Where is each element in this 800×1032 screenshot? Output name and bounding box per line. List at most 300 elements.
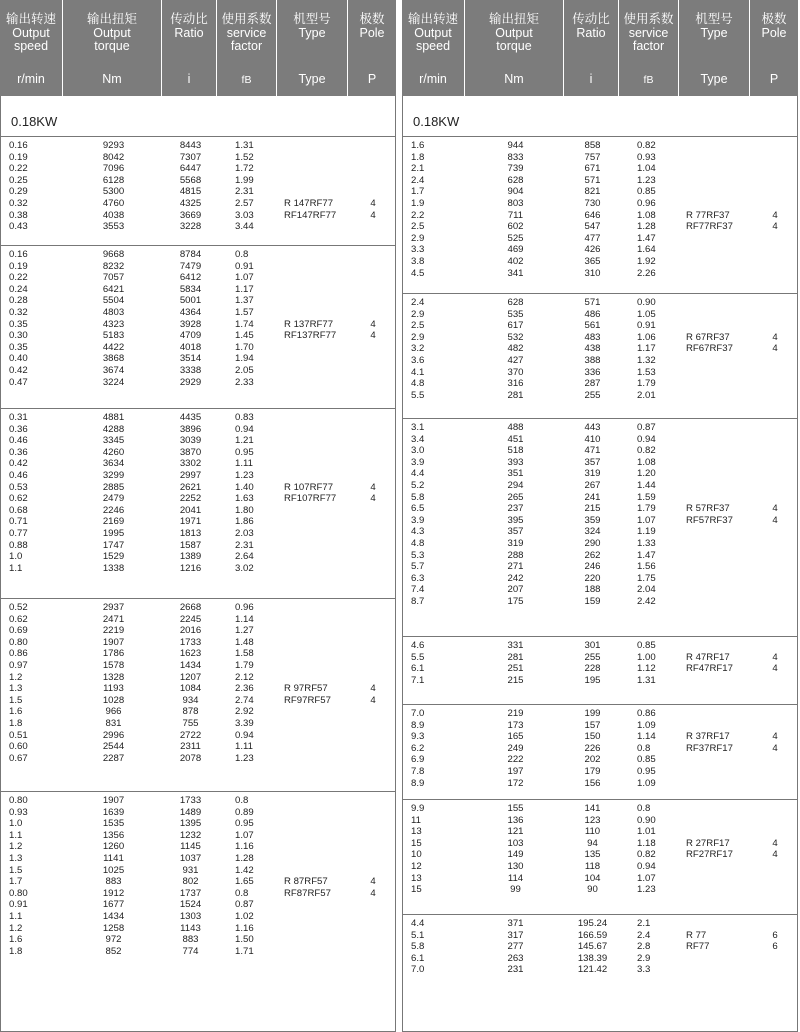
type-row [681,838,799,850]
factor-cell: 1.16 [235,922,254,934]
table-row [403,309,797,321]
type-cell: R 27RF17 [686,837,730,849]
speed-cell: 0.91 [9,899,28,911]
table-row [1,412,395,424]
table-row [403,233,797,245]
header-en: speed [13,39,49,53]
torque-cell: 197 [507,765,524,777]
speed-cell: 4.6 [411,640,425,651]
factor-cell: 1.52 [235,151,254,163]
type-row [681,849,799,861]
ratio-cell: 757 [584,151,601,163]
factor-cell: 1.06 [637,331,656,343]
speed-cell: 4.8 [411,537,425,549]
table-row [403,720,797,732]
factor-cell: 3.3 [637,964,651,976]
speed-cell: 7.0 [411,964,425,976]
torque-cell: 215 [507,674,524,686]
ratio-cell: 3039 [179,435,202,447]
header-zh: 机型号 [293,12,331,26]
ratio-cell: 2929 [179,376,202,388]
factor-cell: 1.14 [235,613,254,625]
header-cell [162,0,217,96]
speed-cell: 8.7 [411,595,425,607]
table-row [1,795,395,807]
ratio-cell: 1813 [179,527,202,539]
factor-cell: 0.8 [637,803,651,814]
factor-cell: 1.44 [637,479,656,491]
speed-cell: 5.8 [411,941,425,953]
ratio-cell: 202 [584,754,601,766]
table-row [403,918,797,930]
torque-cell: 852 [105,945,122,957]
factor-cell: 1.79 [235,659,254,671]
speed-cell: 15 [411,884,422,896]
speed-cell: 6.2 [411,742,425,754]
table-row [403,596,797,608]
header-zh: 输出扭矩 [86,12,137,26]
torque-cell: 4881 [102,412,125,423]
factor-cell: 2.57 [235,197,254,209]
table-row [1,365,395,377]
ratio-cell: 267 [584,479,601,491]
table-row [403,378,797,390]
ratio-cell: 220 [584,572,601,584]
factor-cell: 0.8 [235,249,249,260]
speed-cell: 4.5 [411,267,425,279]
ratio-cell: 290 [584,537,601,549]
left-column [0,0,396,1032]
power-label: 0.18KW [413,114,460,129]
type-cell: R 137RF77 [284,318,334,330]
type-cell: RF97RF57 [284,694,331,706]
ratio-cell: 934 [182,694,199,706]
speed-cell: 1.1 [9,910,23,922]
table-row [1,660,395,672]
speed-cell: 10 [411,849,422,861]
speed-cell: 4.8 [411,378,425,390]
torque-cell: 371 [507,918,524,929]
table-row [1,853,395,865]
torque-cell: 2937 [102,602,125,613]
right-column [402,0,798,1032]
header-cell [0,0,63,96]
speed-cell: 5.8 [411,491,425,503]
ratio-cell: 483 [584,331,601,343]
torque-cell: 1356 [102,829,125,841]
factor-cell: 1.07 [235,272,254,284]
table-row [1,163,395,175]
table-row [1,505,395,517]
torque-cell: 121 [507,826,524,838]
speed-cell: 2.9 [411,331,425,343]
table-row [1,295,395,307]
ratio-cell: 3228 [179,221,202,233]
torque-cell: 114 [507,872,524,884]
speed-cell: 7.0 [411,708,425,719]
table-row [403,573,797,585]
gear-group [403,799,797,914]
table-row [1,672,395,684]
factor-cell: 1.79 [637,503,656,515]
table-row [1,516,395,528]
pole-cell: 4 [772,849,778,861]
ratio-cell: 821 [584,186,601,198]
speed-cell: 0.32 [9,306,28,318]
speed-cell: 0.24 [9,283,28,295]
type-row [279,695,397,707]
torque-cell: 165 [507,731,524,743]
speed-cell: 9.9 [411,803,425,814]
speed-cell: 5.2 [411,479,425,491]
ratio-cell: 195.24 [577,918,608,929]
speed-cell: 6.5 [411,503,425,515]
factor-cell: 2.04 [637,584,656,596]
table-row [403,175,797,187]
factor-cell: 1.92 [637,255,656,267]
table-row [1,261,395,273]
ratio-cell: 858 [584,140,601,151]
speed-cell: 3.9 [411,514,425,526]
table-row [403,152,797,164]
speed-cell: 0.42 [9,458,28,470]
table-row [403,244,797,256]
torque-cell: 1912 [102,887,125,899]
torque-cell: 2246 [102,504,125,516]
type-cell: RF57RF37 [686,514,733,526]
factor-cell: 0.95 [637,765,656,777]
gear-group [403,914,797,991]
factor-cell: 1.27 [235,625,254,637]
header-cell [564,0,619,96]
factor-cell: 1.72 [235,163,254,175]
type-cell: R 87RF57 [284,876,328,888]
speed-cell: 0.51 [9,729,28,741]
factor-cell: 1.42 [235,864,254,876]
speed-cell: 0.29 [9,186,28,198]
factor-cell: 0.93 [637,151,656,163]
factor-cell: 2.31 [235,186,254,198]
factor-cell: 0.91 [235,260,254,272]
gear-group [403,136,797,293]
power-label: 0.18KW [11,114,58,129]
torque-cell: 427 [507,354,524,366]
table-row [403,390,797,402]
speed-cell: 0.46 [9,435,28,447]
torque-cell: 1328 [102,671,125,683]
ratio-cell: 123 [584,814,601,826]
torque-cell: 7057 [102,272,125,284]
factor-cell: 1.09 [637,777,656,789]
pole-cell: 4 [370,683,376,695]
speed-cell: 7.4 [411,584,425,596]
type-cell: R 147RF77 [284,198,334,209]
table-row [1,818,395,830]
header-en: factor [230,39,263,53]
ratio-cell: 426 [584,244,601,256]
table-row [1,447,395,459]
speed-cell: 1.8 [9,717,23,729]
header-cell [619,0,679,96]
speed-cell: 0.80 [9,636,28,648]
table-row [403,675,797,687]
factor-cell: 0.91 [637,320,656,332]
torque-cell: 2996 [102,729,125,741]
speed-cell: 0.19 [9,260,28,272]
factor-cell: 2.26 [637,267,656,279]
ratio-cell: 336 [584,366,601,378]
header-cell [63,0,162,96]
torque-cell: 966 [105,706,122,718]
ratio-cell: 287 [584,378,601,390]
torque-cell: 1995 [102,527,125,539]
torque-cell: 1028 [102,694,125,706]
ratio-cell: 241 [584,491,601,503]
pole-cell: 4 [772,731,778,743]
factor-cell: 3.39 [235,717,254,729]
speed-cell: 0.19 [9,151,28,163]
torque-cell: 883 [105,876,122,888]
torque-cell: 1639 [102,806,125,818]
factor-cell: 1.18 [637,837,656,849]
factor-cell: 2.4 [637,929,651,941]
table-row [403,468,797,480]
factor-cell: 0.90 [637,814,656,826]
header-en: Output [495,25,533,40]
factor-cell: 2.9 [637,952,651,964]
factor-cell: 1.07 [637,514,656,526]
pole-cell: 4 [370,887,376,899]
table-row [403,526,797,538]
torque-cell: 357 [507,526,524,538]
gear-group [1,408,395,598]
ratio-cell: 2668 [179,602,202,613]
factor-cell: 0.82 [637,445,656,457]
type-row [681,503,799,515]
table-row [1,186,395,198]
torque-cell: 535 [507,308,524,320]
gear-group [403,293,797,418]
table-row [1,307,395,319]
header-zh: 极数 [761,12,787,26]
type-cell: RF87RF57 [284,887,331,899]
speed-cell: 12 [411,860,422,872]
torque-cell: 9668 [102,249,125,260]
ratio-cell: 438 [584,343,601,355]
torque-cell: 4760 [102,197,125,209]
speed-cell: 0.93 [9,806,28,818]
speed-cell: 0.16 [9,140,28,151]
table-row [1,342,395,354]
ratio-cell: 2997 [179,469,202,481]
speed-cell: 3.2 [411,343,425,355]
torque-cell: 1578 [102,659,125,671]
torque-cell: 219 [507,708,524,719]
factor-cell: 1.04 [637,163,656,175]
type-row [681,221,799,233]
ratio-cell: 255 [584,651,601,663]
speed-cell: 1.0 [9,551,23,563]
header-symbol: Type [298,71,326,86]
type-cell: R 67RF37 [686,331,730,343]
table-row [403,826,797,838]
factor-cell: 1.17 [235,283,254,295]
header-symbol: fB [241,74,252,86]
header-en: service [628,25,669,40]
factor-cell: 2.01 [637,389,656,401]
factor-cell: 1.33 [637,537,656,549]
speed-cell: 15 [411,837,422,849]
table-row [1,865,395,877]
torque-cell: 4038 [102,209,125,221]
table-row [1,648,395,660]
torque-cell: 904 [507,186,524,198]
torque-cell: 9293 [102,140,125,151]
speed-cell: 1.2 [9,841,23,853]
table-row [1,458,395,470]
factor-cell: 2.8 [637,941,651,953]
speed-cell: 2.5 [411,320,425,332]
ratio-cell: 4435 [179,412,202,423]
torque-cell: 1677 [102,899,125,911]
torque-cell: 2544 [102,741,125,753]
speed-cell: 0.35 [9,341,28,353]
type-cell: RF67RF37 [686,343,733,355]
torque-cell: 294 [507,479,524,491]
torque-cell: 1434 [102,910,125,922]
factor-cell: 0.86 [637,708,656,719]
ratio-cell: 1232 [179,829,202,841]
factor-cell: 1.71 [235,945,254,957]
table-row [1,424,395,436]
type-cell: R 37RF17 [686,731,730,743]
torque-cell: 8232 [102,260,125,272]
ratio-cell: 228 [584,663,601,675]
speed-cell: 2.9 [411,232,425,244]
speed-cell: 3.6 [411,354,425,366]
factor-cell: 1.48 [235,636,254,648]
torque-cell: 617 [507,320,524,332]
header-en: factor [632,39,665,53]
ratio-cell: 2621 [179,481,202,493]
torque-cell: 482 [507,343,524,355]
factor-cell: 0.83 [235,412,254,423]
speed-cell: 0.46 [9,469,28,481]
header-en: speed [415,39,451,53]
header-en: torque [496,39,532,53]
ratio-cell: 121.42 [577,964,608,976]
factor-cell: 0.82 [637,849,656,861]
speed-cell: 1.5 [9,864,23,876]
speed-cell: 0.36 [9,423,28,435]
pole-cell: 4 [772,663,778,675]
torque-cell: 525 [507,232,524,244]
factor-cell: 2.36 [235,683,254,695]
ratio-cell: 471 [584,445,601,457]
torque-cell: 3674 [102,364,125,376]
table-row [403,367,797,379]
gear-group [1,245,395,408]
torque-cell: 1907 [102,636,125,648]
speed-cell: 0.25 [9,174,28,186]
type-row [681,210,799,222]
ratio-cell: 4709 [179,330,202,342]
gear-group [1,136,395,245]
torque-cell: 4260 [102,446,125,458]
type-row [681,652,799,664]
speed-cell: 0.22 [9,163,28,175]
pole-cell: 4 [370,198,376,209]
speed-cell: 3.1 [411,422,425,433]
ratio-cell: 7479 [179,260,202,272]
torque-cell: 5183 [102,330,125,342]
ratio-cell: 5001 [179,295,202,307]
torque-cell: 331 [507,640,524,651]
table-row [403,355,797,367]
torque-cell: 518 [507,445,524,457]
type-cell: RF77RF37 [686,221,733,233]
ratio-cell: 199 [584,708,601,719]
type-row [279,482,397,494]
table-row [403,492,797,504]
torque-cell: 249 [507,742,524,754]
torque-cell: 6421 [102,283,125,295]
factor-cell: 0.95 [235,446,254,458]
table-row [1,807,395,819]
torque-cell: 1258 [102,922,125,934]
factor-cell: 1.80 [235,504,254,516]
header-zh: 输出扭矩 [488,12,539,26]
header-symbol: fB [643,74,654,86]
header-symbol: r/min [17,71,45,86]
speed-cell: 0.47 [9,376,28,388]
speed-cell: 1.6 [411,140,425,151]
speed-cell: 3.9 [411,456,425,468]
speed-cell: 6.1 [411,663,425,675]
table-row [403,884,797,896]
speed-cell: 0.38 [9,209,28,221]
header-symbol: r/min [419,71,447,86]
speed-cell: 5.3 [411,549,425,561]
speed-cell: 1.5 [9,694,23,706]
torque-cell: 3224 [102,376,125,388]
factor-cell: 2.12 [235,671,254,683]
ratio-cell: 1737 [179,887,202,899]
torque-cell: 3299 [102,469,125,481]
factor-cell: 1.32 [637,354,656,366]
torque-cell: 451 [507,433,524,445]
ratio-cell: 6412 [179,272,202,284]
ratio-cell: 646 [584,209,601,221]
ratio-cell: 571 [584,297,601,308]
factor-cell: 1.16 [235,841,254,853]
speed-cell: 0.28 [9,295,28,307]
gear-group [403,636,797,704]
ratio-cell: 1489 [179,806,202,818]
type-cell: RF107RF77 [284,493,337,505]
speed-cell: 1.0 [9,818,23,830]
factor-cell: 2.05 [235,364,254,376]
speed-cell: 7.1 [411,674,425,686]
speed-cell: 0.40 [9,353,28,365]
speed-cell: 0.53 [9,481,28,493]
ratio-cell: 1395 [179,818,202,830]
torque-cell: 242 [507,572,524,584]
torque-cell: 2287 [102,752,125,764]
header-symbol: i [589,71,593,86]
torque-cell: 1141 [103,852,124,864]
table-row [403,198,797,210]
